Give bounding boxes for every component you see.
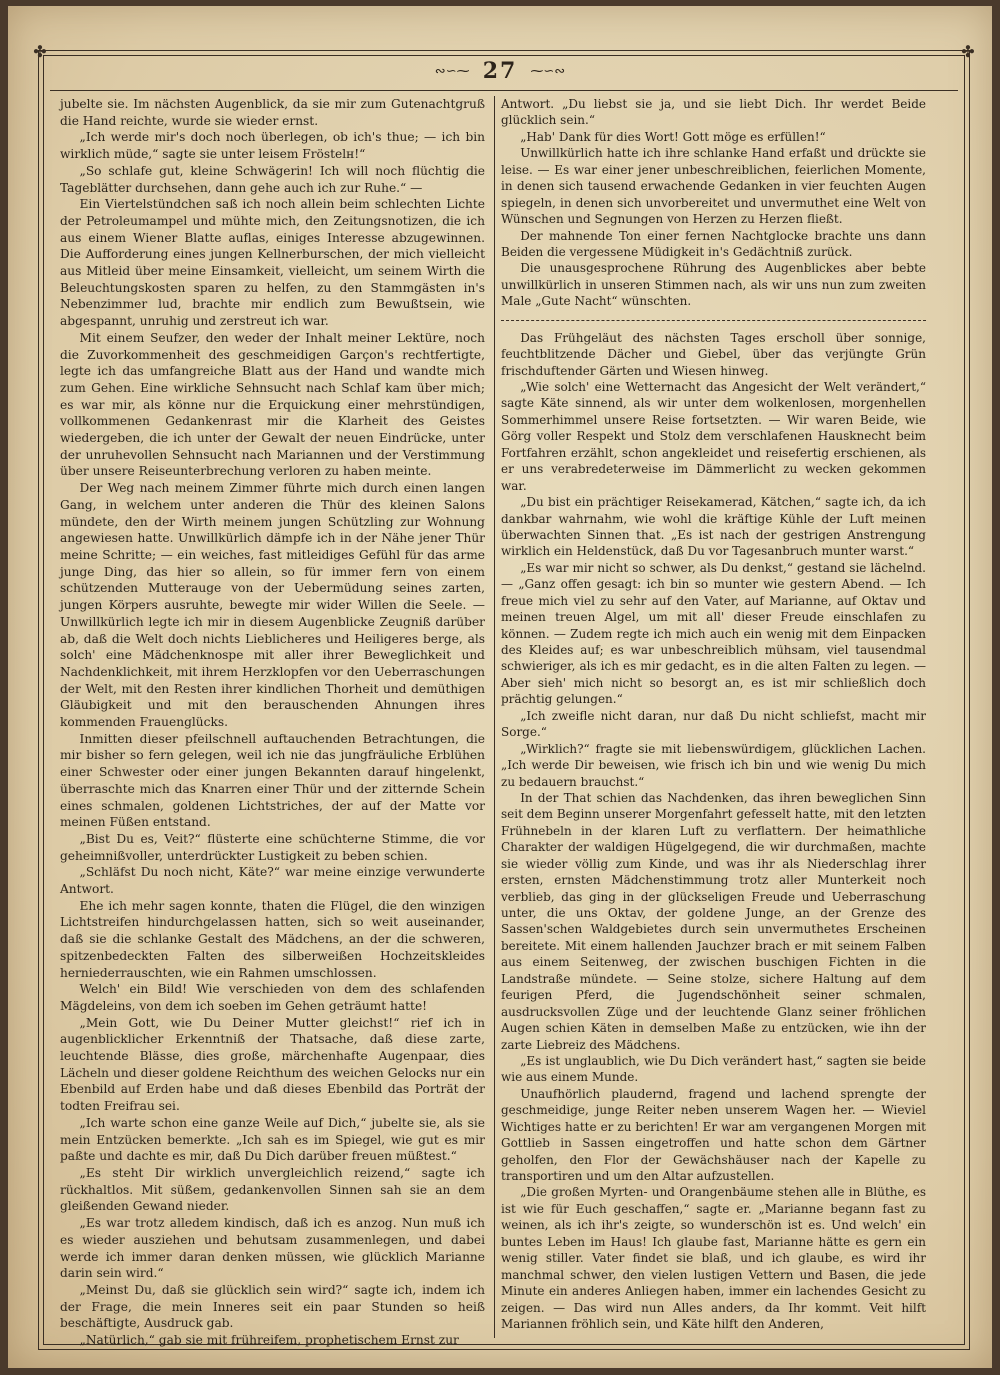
paragraph: „Du bist ein prächtiger Reisekamerad, Kätchen,“ sagte ich, da ich dankbar wahrnahm, wie wohl die kräftige Kühle der Luft meinen überwachten Sinnen that. „Es ist nach der gestrigen Anstrengung wirklich ein Heldenstück, daß Du vor Tagesanbruch munter warst.“: [501, 495, 926, 559]
paragraph: „Es ist unglaublich, wie Du Dich verändert hast,“ sagten sie beide wie aus einem Munde.: [501, 1053, 926, 1085]
page-header: [8, 58, 992, 88]
paragraph: „Schläfst Du noch nicht, Käte?“ war meine einzige verwunderte Antwort.: [60, 865, 485, 897]
paragraph: Unaufhörlich plaudernd, fragend und lachend sprengte der geschmeidige, junge Reiter neben unserem Wagen her. — Wieviel Wichtiges hatte er zu berichten! Er war am vergangenen Morgen mit Gottlieb in Sassen eingetroffen und hatte schon dem Gärtner geholfen, den Flor der Gewächshäuser nach der Kapelle zu transportiren und um den Altar aufzustellen.: [501, 1086, 926, 1183]
paragraph: „Die großen Myrten- und Orangenbäume stehen alle in Blüthe, es ist wie für Euch geschaffen,“ sagte er. „Marianne begann fast zu weinen, als ich ihr's zeigte, so wunderschön ist es. Und welch' ein buntes Leben im Haus! Ich glaube fast, Marianne hätte es gern ein wenig stiller. Vater findet sie blaß, und ich glaube, es wird ihr manchmal schwer, den vielen lustigen Vettern und Basen, die jede Minute ein anderes Anliegen haben, immer ein lachendes Gesicht zu zeigen. — Das wird nun Alles anders, da Ihr kommt. Veit hilft Mariannen fröhlich sein, und Käte hilft den Anderen,: [501, 1185, 926, 1331]
right-column-upper: [501, 96, 926, 310]
column-divider: [494, 96, 495, 1338]
right-column-lower: [501, 330, 926, 1333]
corner-ornament-icon: ✤: [961, 42, 975, 61]
paragraph: „Natürlich,“ gab sie mit frühreifem, prophetischem Ernst zur: [79, 1333, 459, 1348]
page-number: 27: [482, 58, 518, 84]
paragraph: „Ich warte schon eine ganze Weile auf Dich,“ jubelte sie, als sie mein Entzücken bemerkte. „Ich sah es im Spiegel, wie gut es mir paßte und dachte es mir, daß Du Dich darüber freuen müßtest.“: [60, 1115, 485, 1164]
paragraph: jubelte sie. Im nächsten Augenblick, da sie mir zum Gutenachtgruß die Hand reichte, wurde sie wieder ernst.: [60, 97, 485, 128]
paragraph: Ein Viertelstündchen saß ich noch allein beim schlechten Lichte der Petroleumampel und mühte mich, den Zeitungsnotizen, die ich aus einem Wiener Blatte auflas, einiges Interesse abzugewinnen. Die Aufforderung eines jungen Kellnerburschen, der mich vielleicht aus Mitleid über meine Einsamkeit, vielleicht, um seinem Wirth die Beleuchtungskosten sparen zu helfen, zu den Stammgästen in's Nebenzimmer lud, brachte mir endlich zum Bewußtsein, wie abgespannt, unruhig und zerstreut ich war.: [60, 197, 485, 329]
paragraph: „Ich zweifle nicht daran, nur daß Du nicht schliefst, macht mir Sorge.“: [501, 708, 926, 740]
paragraph: Der mahnende Ton einer fernen Nachtglocke brachte uns dann Beiden die vergessene Müdigkeit in's Gedächtniß zurück.: [501, 228, 926, 259]
paragraph: Das Frühgeläut des nächsten Tages erscholl über sonnige, feuchtblitzende Dächer und Giebel, über das verjüngte Grün frischduftender Gärten und Wiesen hinweg.: [501, 330, 926, 378]
paragraph: Antwort. „Du liebst sie ja, und sie liebt Dich. Ihr werdet Beide glücklich sein.“: [501, 97, 926, 128]
paragraph: „Ich werde mir's doch noch überlegen, ob ich's thue; — ich bin wirklich müde,“ sagte sie unter leisem Fröstelн!“: [60, 130, 485, 162]
paragraph: „Meinst Du, daß sie glücklich sein wird?“ sagte ich, indem ich der Frage, die mein Inneres seit ein paar Stunden so heiß beschäftigte, Ausdruck gab.: [60, 1282, 485, 1331]
paragraph: „Bist Du es, Veit?“ flüsterte eine schüchterne Stimme, die vor geheimnißvoller, unterdrückter Lustigkeit zu beben schien.: [60, 831, 485, 863]
paragraph: Unwillkürlich hatte ich ihre schlanke Hand erfaßt und drückte sie leise. — Es war einer jener unbeschreiblichen, feierlichen Momente, in denen sich tausend erwachende Gedanken in vier feuchten Augen spiegeln, in denen sich unvorbereitet und unvermuthet eine Welt von Wünschen und Segnungen von Herzen zu Herzen fließt.: [501, 146, 926, 227]
left-column: [60, 96, 485, 1349]
paragraph: Inmitten dieser pfeilschnell auftauchenden Betrachtungen, die mir bisher so fern gelegen, weil ich nie das jungfräuliche Erblühen einer Schwester oder einer jungen Bekannten darauf hingelenkt, überraschte mich das Knarren einer Thür und der zitternde Schein eines schmalen, goldenen Lichtstriches, der auf der Matte vor meinen Füßen entstand.: [60, 731, 485, 830]
paragraph: Der Weg nach meinem Zimmer führte mich durch einen langen Gang, in welchem unter anderen die Thür des kleinen Salons mündete, den der Wirth meinem jungen Schützling zur Wohnung angewiesen hatte. Unwillkürlich dämpfe ich in der Nähe jener Thür meine Schritte; — ein weiches, fast mitleidiges Gefühl für das arme junge Ding, das hier so allein, so für immer fern von einem schützenden Mutterauge von der Uebermüdung seines zarten, jungen Körpers ausruhte, bewegte mir wider Willen die Seele. — Unwillkürlich legte ich mir in diesem Augenblicke Zeugniß darüber ab, daß die Welt doch nichts Lieblicheres und Heiligeres berge, als solch' eine Mädchenknospe mit aller ihrer Beweglichkeit und Nachdenklichkeit, mit ihrem Herzklopfen vor den Ueberraschungen der Welt, mit den Resten ihrer kindlichen Thorheit und demüthigen Gläubigkeit und mit den berauschenden Ahnungen ihres kommenden Frauenglücks.: [60, 481, 485, 730]
paragraph: „So schlafe gut, kleine Schwägerin! Ich will noch flüchtig die Tageblätter durchsehen, dann gehe auch ich zur Ruhe.“ —: [60, 163, 485, 195]
paragraph: In der That schien das Nachdenken, das ihren beweglichen Sinn seit dem Beginn unserer Morgenfahrt gefesselt hatte, mit den letzten Frühnebeln in der klaren Luft zu verflattern. Der heimathliche Charakter der waldigen Hügelgegend, die wir durchmaßen, machte sie wieder völlig zum Kinde, und was ihr als Niederschlag ihrer ersten, ernsten Mädchenstimmung trotz aller Munterkeit noch verblieb, das ging in der glückseligen Freude und Ueberraschung unter, die uns Oktav, der goldene Junge, an der Grenze des Sassen'schen Waldgebietes durch sein unvermuthetes Erscheinen bereitete. Mit einem hallenden Jauchzer brach er mit seinem Falben aus einem Seitenweg, der zwischen buschigen Fichten in die Landstraße mündete. — Seine stolze, sichere Haltung auf dem feurigen Pferd, die Jugendschönheit seiner schmalen, ausdrucksvollen Züge und der leuchtende Glanz seiner fröhlichen Augen schien Käten in demselben Maße zu entzücken, wie ihn der zarte Liebreiz des Mädchens.: [501, 790, 926, 1052]
paragraph: „Mein Gott, wie Du Deiner Mutter gleichst!“ rief ich in augenblicklicher Erkenntniß der Thatsache, daß diese zarte, leuchtende Blässe, dies große, märchenhafte Augenpaar, dies Lächeln und dieser goldene Reichthum des weichen Gelocks nur ein Ebenbild auf Erden habe und daß dieses Ebenbild das Porträt der todten Freifrau sei.: [60, 1015, 485, 1114]
corner-ornament-icon: ✤: [33, 42, 47, 61]
newspaper-page: [8, 6, 992, 1368]
paragraph: „Hab' Dank für dies Wort! Gott möge es erfüllen!“: [520, 129, 826, 144]
paragraph: Welch' ein Bild! Wie verschieden von dem des schlafenden Mägdeleins, von dem ich soeben im Gehen geträumt hatte!: [60, 982, 485, 1013]
paragraph: Die unausgesprochene Rührung des Augenblickes aber bebte unwillkürlich in unseren Stimmen nach, als wir uns nun zum zweiten Male „Gute Nacht“ wünschten.: [501, 261, 926, 309]
paragraph: „Es war mir nicht so schwer, als Du denkst,“ gestand sie lächelnd. — „Ganz offen gesagt: ich bin so munter wie gestern Abend. — Ich freue mich viel zu sehr auf den Vater, auf Marianne, auf Oktav und meinen treuen Algel, um mit all' dieser Freude einschlafen zu können. — Zudem regte ich mich auch ein wenig mit dem Einpacken des Kleides auf; es war unbeschreiblich mühsam, viel tausendmal schwieriger, als ich es mir gedacht, es in die alten Falten zu legen. — Aber sieh' mich nicht so besorgt an, es ist mir schließlich doch prächtig gelungen.“: [501, 560, 926, 707]
header-rule: [50, 90, 958, 91]
header-ornament-right-icon: ⁓∽∾: [530, 63, 566, 79]
paragraph: Mit einem Seufzer, den weder der Inhalt meiner Lektüre, noch die Zuvorkommenheit des geschmeidigen Garçon's rechtfertigte, legte ich das umfangreiche Blatt aus der Hand und wandte mich zum Gehen. Eine wirkliche Sehnsucht nach Schlaf kam über mich; es war mir, als könne nur die Erquickung einer mehrstündigen, vollkommenen Gedankenrast mir die Klarheit des Geistes wiedergeben, die ich unter der Gewalt der neuen Eindrücke, unter der unruhevollen Sehnsucht nach Mariannen und der Verstimmung über unsere Reiseunterbrechung verloren zu haben meinte.: [60, 330, 485, 479]
paragraph: „Es steht Dir wirklich unvergleichlich reizend,“ sagte ich rückhaltlos. Mit süßem, gedankenvollen Sinnen sah sie an dem gleißenden Gewand nieder.: [60, 1166, 485, 1214]
paragraph: Ehe ich mehr sagen konnte, thaten die Flügel, die den winzigen Lichtstreifen hindurchgelassen hatten, sich so weit auseinander, daß sie die schlanke Gestalt des Mädchens, an der die schweren, spitzenbedeckten Falten des silberweißen Hochzeitskleides herniederrauschten, wie ein Rahmen umschlossen.: [60, 898, 485, 980]
paragraph: „Wie solch' eine Wetternacht das Angesicht der Welt verändert,“ sagte Käte sinnend, als wir unter dem wolkenlosen, morgenhellen Sommerhimmel unsere Reise fortsetzten. — Wir waren Beide, wie Görg voller Respekt und Stolz dem verschlafenen Hausknecht beim Fortfahren erzählt, schon angekleidet und reisefertig erschienen, als er uns verabredeterweise im Dämmerlicht zu wecken gekommen war.: [501, 380, 926, 493]
right-column: [501, 96, 926, 1332]
paragraph: „Wirklich?“ fragte sie mit liebenswürdigem, glücklichen Lachen. „Ich werde Dir beweisen, wie frisch ich bin und wie wenig Du mich zu bedauern brauchst.“: [501, 741, 926, 789]
header-ornament-left-icon: ∾∽⁓: [434, 63, 470, 79]
section-divider: [501, 313, 926, 327]
paragraph: „Es war trotz alledem kindisch, daß ich es anzog. Nun muß ich es wieder ausziehen und behutsam zusammenlegen, und dabei werde ich immer daran denken müssen, wie glücklich Marianne darin sein wird.“: [60, 1216, 485, 1281]
